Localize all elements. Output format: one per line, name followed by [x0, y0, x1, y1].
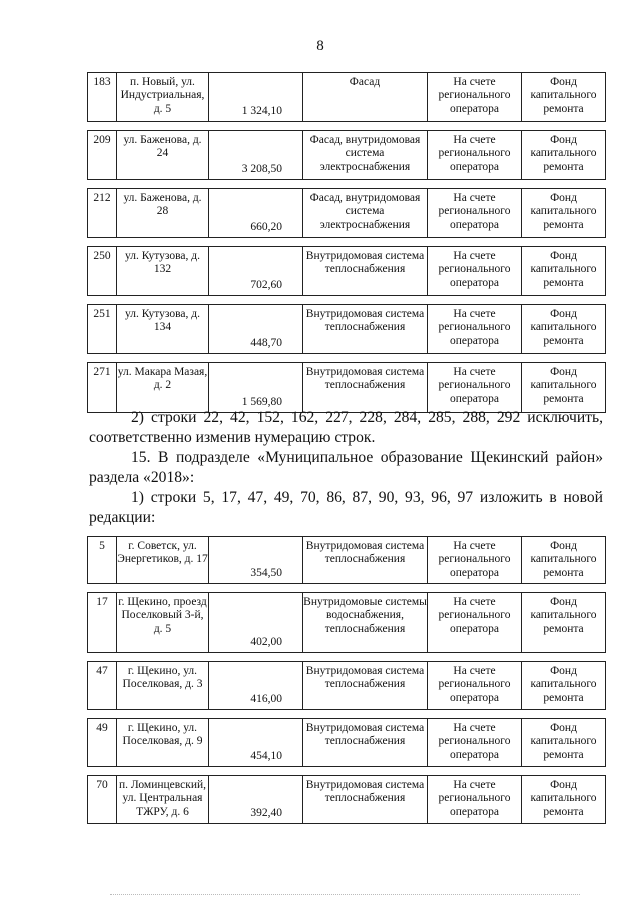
area-cell: 660,20 [209, 189, 303, 238]
fund-cell: Фонд капитального ремонта [522, 662, 606, 710]
paragraph-new-edition: 1) строки 5, 17, 47, 49, 70, 86, 87, 90, 93, 96, 97 изложить в новой редакции: [89, 489, 603, 526]
work-type-cell: Внутридомовые системы водоснабжения, теплоснабжения [303, 593, 428, 653]
address-cell: ул. Кутузова, д. 134 [117, 305, 209, 354]
row-gap [88, 122, 606, 131]
table-row [88, 363, 606, 413]
account-cell: На счете регионального оператора [428, 537, 522, 584]
account-cell: На счете регионального оператора [428, 593, 522, 653]
row-number: 47 [88, 662, 117, 710]
row-gap-cell [88, 584, 606, 593]
address-cell: ул. Баженова, д. 28 [117, 189, 209, 238]
row-gap-cell [88, 122, 606, 131]
area-cell: 454,10 [209, 719, 303, 767]
table-row [88, 537, 606, 584]
fund-cell: Фонд капитального ремонта [522, 189, 606, 238]
row-gap-cell [88, 180, 606, 189]
area-cell: 1 569,80 [209, 363, 303, 413]
row-gap [88, 710, 606, 719]
row-gap [88, 354, 606, 363]
work-type-cell: Фасад, внутридомовая система электроснабжения [303, 189, 428, 238]
work-type-cell: Внутридомовая система теплоснабжения [303, 719, 428, 767]
repair-table-upper [87, 72, 606, 413]
area-cell: 392,40 [209, 776, 303, 824]
table-row [88, 131, 606, 180]
account-cell: На счете регионального оператора [428, 363, 522, 413]
footer-faded-marks [110, 888, 580, 895]
address-cell: ул. Макара Мазая, д. 2 [117, 363, 209, 413]
address-cell: п. Ломинцевский, ул. Центральная ТЖРУ, д. 6 [117, 776, 209, 824]
fund-cell: Фонд капитального ремонта [522, 305, 606, 354]
table-row [88, 247, 606, 296]
fund-cell: Фонд капитального ремонта [522, 776, 606, 824]
address-cell: ул. Баженова, д. 24 [117, 131, 209, 180]
fund-cell: Фонд капитального ремонта [522, 73, 606, 122]
table-row [88, 719, 606, 767]
row-gap [88, 180, 606, 189]
row-number: 212 [88, 189, 117, 238]
area-cell: 354,50 [209, 537, 303, 584]
work-type-cell: Фасад, внутридомовая система электроснабжения [303, 131, 428, 180]
table-row [88, 776, 606, 824]
address-cell: г. Щекино, ул. Поселковая, д. 3 [117, 662, 209, 710]
fund-cell: Фонд капитального ремонта [522, 131, 606, 180]
row-number: 17 [88, 593, 117, 653]
account-cell: На счете регионального оператора [428, 73, 522, 122]
work-type-cell: Внутридомовая система теплоснабжения [303, 305, 428, 354]
row-gap-cell [88, 354, 606, 363]
row-gap-cell [88, 710, 606, 719]
table-row [88, 73, 606, 122]
row-gap-cell [88, 296, 606, 305]
row-number: 209 [88, 131, 117, 180]
row-number: 250 [88, 247, 117, 296]
work-type-cell: Внутридомовая система теплоснабжения [303, 363, 428, 413]
account-cell: На счете регионального оператора [428, 776, 522, 824]
address-cell: г. Щекино, ул. Поселковая, д. 9 [117, 719, 209, 767]
row-gap [88, 584, 606, 593]
table-row [88, 662, 606, 710]
paragraph-exclude-rows: 2) строки 22, 42, 152, 162, 227, 228, 284, 285, 288, 292 исключить, соответственно изменив нумерацию строк. [89, 409, 603, 446]
area-cell: 3 208,50 [209, 131, 303, 180]
table-row [88, 593, 606, 653]
row-gap [88, 296, 606, 305]
fund-cell: Фонд капитального ремонта [522, 593, 606, 653]
row-gap [88, 767, 606, 776]
table-row [88, 189, 606, 238]
account-cell: На счете регионального оператора [428, 247, 522, 296]
paragraph-subsection-heading: 15. В подразделе «Муниципальное образование Щекинский район» раздела «2018»: [89, 449, 603, 486]
row-gap [88, 238, 606, 247]
work-type-cell: Внутридомовая система теплоснабжения [303, 537, 428, 584]
area-cell: 1 324,10 [209, 73, 303, 122]
page-number: 8 [316, 38, 324, 54]
area-cell: 416,00 [209, 662, 303, 710]
fund-cell: Фонд капитального ремонта [522, 363, 606, 413]
row-number: 49 [88, 719, 117, 767]
row-number: 271 [88, 363, 117, 413]
account-cell: На счете регионального оператора [428, 719, 522, 767]
work-type-cell: Внутридомовая система теплоснабжения [303, 776, 428, 824]
row-number: 183 [88, 73, 117, 122]
row-gap-cell [88, 767, 606, 776]
account-cell: На счете регионального оператора [428, 131, 522, 180]
repair-table-lower [87, 536, 606, 824]
fund-cell: Фонд капитального ремонта [522, 247, 606, 296]
address-cell: г. Щекино, проезд Поселковый 3-й, д. 5 [117, 593, 209, 653]
account-cell: На счете регионального оператора [428, 662, 522, 710]
row-gap-cell [88, 238, 606, 247]
area-cell: 448,70 [209, 305, 303, 354]
work-type-cell: Внутридомовая система теплоснабжения [303, 662, 428, 710]
address-cell: ул. Кутузова, д. 132 [117, 247, 209, 296]
work-type-cell: Внутридомовая система теплоснабжения [303, 247, 428, 296]
row-gap [88, 653, 606, 662]
fund-cell: Фонд капитального ремонта [522, 537, 606, 584]
account-cell: На счете регионального оператора [428, 305, 522, 354]
account-cell: На счете регионального оператора [428, 189, 522, 238]
table-row [88, 305, 606, 354]
work-type-cell: Фасад [303, 73, 428, 122]
row-gap-cell [88, 653, 606, 662]
area-cell: 702,60 [209, 247, 303, 296]
area-cell: 402,00 [209, 593, 303, 653]
address-cell: г. Советск, ул. Энергетиков, д. 17 [117, 537, 209, 584]
row-number: 70 [88, 776, 117, 824]
row-number: 251 [88, 305, 117, 354]
address-cell: п. Новый, ул. Индустриальная, д. 5 [117, 73, 209, 122]
fund-cell: Фонд капитального ремонта [522, 719, 606, 767]
row-number: 5 [88, 537, 117, 584]
